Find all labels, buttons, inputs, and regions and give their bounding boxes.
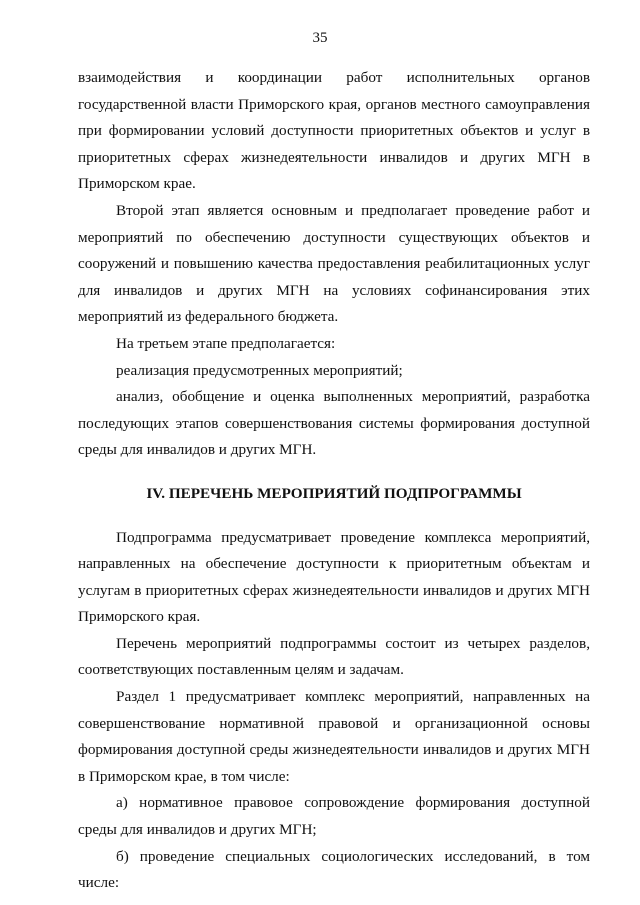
paragraph-analysis: анализ, обобщение и оценка выполненных мероприятий, разработка последующих этапов совершенствования системы формирования доступной среды для инвалидов и других МГН. [78, 388, 590, 459]
paragraph-list-sections: Перечень мероприятий подпрограммы состоит из четырех разделов, соответствующих поставленным целям и задачам. [78, 634, 590, 679]
paragraph-second-stage: Второй этап является основным и предполагает проведение работ и мероприятий по обеспечению доступности существующих объектов и сооружений и повышению качества предоставления реабилитационных услуг для инвалидов и других МГН на условиях софинансирования этих мероприятий из федерального бюджета. [78, 201, 590, 326]
page-number: 35 [312, 30, 328, 46]
document-body [78, 65, 590, 897]
list-item-b: б) проведение специальных социологических исследований, в том числе: [78, 847, 590, 892]
paragraph-subprogram: Подпрограмма предусматривает проведение комплекса мероприятий, направленных на обеспечение доступности к приоритетным объектам и услугам в приоритетных сферах жизнедеятельности инвалидов и других МГН Приморского края. [78, 528, 590, 626]
paragraph-section-1: Раздел 1 предусматривает комплекс мероприятий, направленных на совершенствование нормативной правовой и организационной основы формирования доступной среды жизнедеятельности инвалидов и других МГН в Приморском крае, в том числе: [78, 688, 590, 785]
list-item-a: а) нормативное правовое сопровождение формирования доступной среды для инвалидов и других МГН; [78, 794, 590, 839]
section-heading: IV. ПЕРЕЧЕНЬ МЕРОПРИЯТИЙ ПОДПРОГРАММЫ [146, 484, 522, 502]
paragraph-implementation: реализация предусмотренных мероприятий; [116, 361, 403, 379]
paragraph-continuation: взаимодействия и координации работ исполнительных органов государственной власти Приморского края, органов местного самоуправления при формировании условий доступности приоритетных объектов и услуг в приоритетных сферах жизнедеятельности инвалидов и других МГН в Приморском крае. [78, 69, 590, 193]
paragraph-third-stage: На третьем этапе предполагается: [116, 334, 336, 352]
